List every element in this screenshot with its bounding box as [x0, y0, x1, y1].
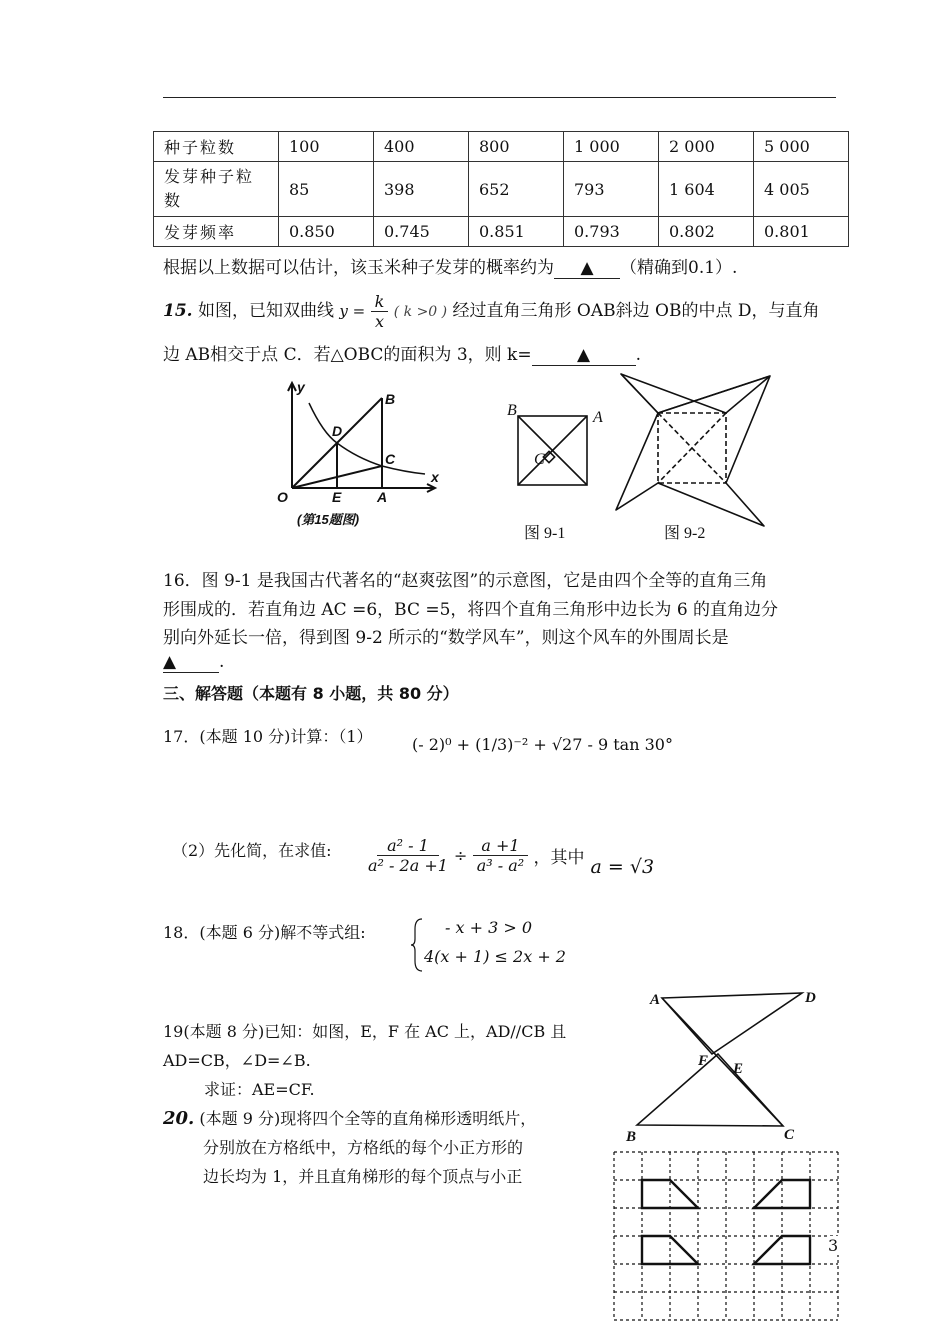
label-o: O — [277, 489, 288, 505]
fraction-denominator: a² - 2a +1 — [368, 855, 448, 875]
table-cell: 4 005 — [754, 162, 849, 217]
table-cell: 0.850 — [279, 217, 374, 247]
label-e: E — [332, 489, 342, 505]
q16-line1: 16．图 9-1 是我国古代著名的“赵爽弦图”的示意图，它是由四个全等的直角三角 — [163, 571, 768, 591]
table-row — [154, 162, 849, 217]
table-row — [154, 132, 849, 162]
figure-19 — [620, 985, 830, 1145]
table-cell: 5 000 — [754, 132, 849, 162]
table-header-cell: 种子粒数 — [154, 132, 279, 162]
label-x: x — [431, 469, 439, 485]
k-over-x-fraction — [371, 292, 389, 331]
label-c: C — [534, 451, 545, 468]
q19-line3: 求证：AE=CF. — [204, 1080, 315, 1099]
fraction-1 — [368, 836, 448, 875]
fraction-numerator: a +1 — [473, 836, 527, 856]
q20-line2: 分别放在方格纸中，方格纸的每个小正方形的 — [203, 1138, 524, 1157]
answer-blank: ▲ — [554, 258, 620, 279]
inequality-1: - x + 3 > 0 — [445, 918, 533, 937]
table-cell: 0.801 — [754, 217, 849, 247]
q17-expression-2 — [368, 832, 654, 878]
section-heading: 三、解答题（本题有 8 小题，共 80 分） — [163, 684, 459, 703]
fraction-denominator: x — [374, 312, 384, 331]
q20-text: (本题 9 分)现将四个全等的直角梯形透明纸片， — [199, 1109, 537, 1128]
table-cell: 0.802 — [659, 217, 754, 247]
system-brace — [411, 917, 425, 973]
y-equals: y = — [339, 302, 366, 320]
q20-line3: 边长均为 1，并且直角梯形的每个顶点与小正 — [203, 1167, 523, 1186]
label-y: y — [297, 379, 305, 395]
triangle-ecb — [637, 1054, 783, 1126]
q16-tail: . — [219, 652, 225, 672]
triangle-adf — [662, 993, 802, 1054]
figure-15 — [265, 378, 455, 533]
header-rule — [163, 97, 836, 98]
label-f: F — [698, 1053, 709, 1069]
q16-line3: 别向外延长一倍，得到图 9-2 所示的“数学风车”，则这个风车的外围周长是 — [163, 628, 729, 648]
page-number: 3 — [828, 1236, 839, 1255]
segment-ac — [662, 998, 783, 1126]
question-number: 15. — [163, 301, 193, 321]
table-cell: 793 — [564, 162, 659, 217]
q18-intro: 18．(本题 6 分)解不等式组: — [163, 923, 366, 942]
label-a: A — [593, 409, 603, 426]
figure-20-grid — [610, 1148, 842, 1324]
label-b: B — [507, 402, 517, 419]
label-c: C — [385, 451, 396, 467]
q19-line2: AD=CB，∠D=∠B. — [163, 1051, 311, 1070]
q15-line2 — [163, 340, 641, 366]
label-d: D — [805, 990, 816, 1006]
table-header-cell: 发芽种子粒数 — [154, 162, 279, 217]
q16-line2: 形围成的．若直角边 AC =6，BC =5，将四个直角三角形中边长为 6 的直角边分 — [163, 600, 779, 620]
fraction-denominator: a³ - a² — [476, 855, 525, 875]
fraction-2 — [473, 836, 527, 875]
q17-part2: （2）先化简，在求值: — [172, 841, 332, 860]
table-header-cell: 发芽频率 — [154, 217, 279, 247]
germination-table — [153, 131, 849, 247]
fraction-numerator: k — [371, 292, 389, 312]
label-a: A — [377, 489, 388, 505]
fraction-numerator: a² - 1 — [377, 836, 439, 856]
label-a: A — [650, 992, 661, 1008]
label-d: D — [332, 423, 343, 439]
q17-intro: 17．(本题 10 分)计算：（1） — [163, 727, 373, 746]
q14-tail: （精确到0.1）. — [620, 258, 738, 278]
q19-line1: 19(本题 8 分)已知：如图，E，F 在 AC 上，AD//CB 且 — [163, 1022, 567, 1041]
where-text: ，其中 — [533, 847, 585, 868]
label-c: C — [784, 1127, 795, 1143]
figure-9-2 — [610, 370, 780, 548]
q15-text-b: 经过直角三角形 OAB斜边 OB的中点 D，与直角 — [452, 301, 820, 321]
table-cell: 0.851 — [469, 217, 564, 247]
figure-caption: 图 9-2 — [664, 525, 706, 542]
q14-text: 根据以上数据可以估计，该玉米种子发芽的概率约为 — [163, 258, 554, 278]
a-value: a = √3 — [590, 856, 655, 878]
table-row — [154, 217, 849, 247]
q15-text-a: 如图，已知双曲线 — [197, 301, 334, 321]
label-b: B — [385, 391, 396, 407]
q15-text-2: 边 AB相交于点 C．若△OBC的面积为 3，则 k= — [163, 345, 532, 365]
table-cell: 1 000 — [564, 132, 659, 162]
q17-expression-1: (- 2)⁰ + (1/3)⁻² + √27 - 9 tan 30° — [412, 735, 673, 754]
figure-9-1 — [500, 398, 620, 546]
table-cell: 100 — [279, 132, 374, 162]
q20-line1 — [163, 1106, 536, 1129]
figure-caption: (第15题图) — [297, 512, 360, 527]
table-cell: 652 — [469, 162, 564, 217]
q15-line1 — [163, 292, 820, 331]
table-cell: 0.793 — [564, 217, 659, 247]
answer-blank: ▲ — [532, 345, 636, 366]
q14-line — [163, 253, 737, 279]
table-cell: 400 — [374, 132, 469, 162]
label-e: E — [733, 1061, 744, 1077]
table-cell: 0.745 — [374, 217, 469, 247]
label-b: B — [626, 1129, 637, 1145]
blade-top — [621, 374, 770, 413]
q16-line4 — [163, 652, 224, 673]
table-cell: 2 000 — [659, 132, 754, 162]
table-cell: 800 — [469, 132, 564, 162]
answer-blank: ▲ — [163, 652, 219, 673]
inequality-2: 4(x + 1) ≤ 2x + 2 — [424, 947, 566, 966]
table-cell: 398 — [374, 162, 469, 217]
divide-sign: ÷ — [453, 845, 468, 865]
q15-tail: . — [635, 345, 641, 365]
k-condition: ( k >0 ) — [393, 304, 448, 320]
figure-caption: 图 9-1 — [524, 525, 566, 542]
table-cell: 1 604 — [659, 162, 754, 217]
question-number: 20. — [163, 1108, 195, 1129]
table-cell: 85 — [279, 162, 374, 217]
